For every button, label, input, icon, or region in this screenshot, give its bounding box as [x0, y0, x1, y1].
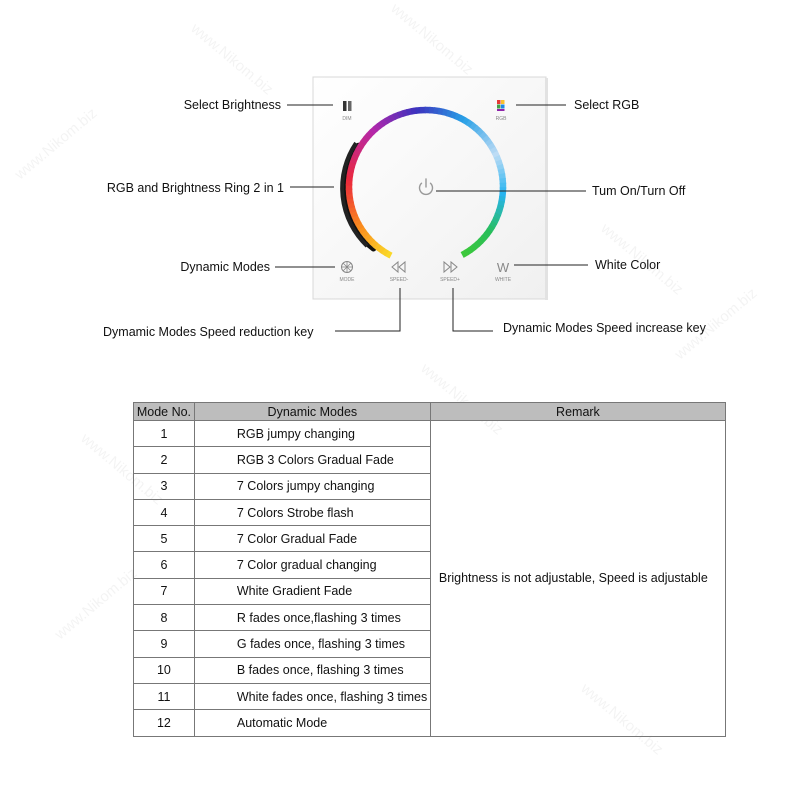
watermark [387, 0, 477, 78]
label-select-brightness: Select Brightness [183, 98, 281, 112]
dim-caption: DIM [342, 116, 352, 122]
mode-number: 12 [134, 710, 195, 736]
mode-name: B fades once, flashing 3 times [194, 657, 430, 683]
mode-name: 7 Colors jumpy changing [194, 473, 430, 499]
watermark [187, 19, 277, 98]
rgb-cell-yellow [501, 100, 505, 104]
mode-number: 9 [134, 631, 195, 657]
watermark [51, 565, 141, 644]
mode-number: 3 [134, 473, 195, 499]
mode-number: 10 [134, 657, 195, 683]
mode-name: RGB jumpy changing [194, 421, 430, 447]
table-row [134, 421, 726, 447]
mode-number: 11 [134, 683, 195, 709]
label-speed-up: Dynamic Modes Speed increase key [503, 321, 706, 335]
header-mode-no: Mode No. [134, 403, 195, 421]
label-select-rgb: Select RGB [574, 98, 640, 112]
rgb-cell-blue [501, 105, 505, 109]
rgb-caption: RGB [495, 116, 507, 122]
remark-cell: Brightness is not adjustable, Speed is adjustable [430, 421, 725, 737]
mode-caption: MODE [339, 277, 355, 283]
rgb-cell-red [497, 100, 501, 104]
ring-segment [462, 252, 467, 255]
control-panel [313, 77, 548, 300]
mode-name: G fades once, flashing 3 times [194, 631, 430, 657]
label-white-color: White Color [595, 258, 661, 272]
speed-plus-caption: SPEED+ [440, 277, 460, 283]
speed-minus-caption: SPEED- [389, 277, 409, 283]
watermark [11, 105, 101, 184]
mode-number: 6 [134, 552, 195, 578]
mode-name: R fades once,flashing 3 times [194, 605, 430, 631]
mode-number: 4 [134, 499, 195, 525]
dim-bar-right [348, 101, 352, 111]
label-ring: RGB and Brightness Ring 2 in 1 [106, 181, 284, 195]
mode-name: Automatic Mode [194, 710, 430, 736]
mode-name: White Gradient Fade [194, 578, 430, 604]
mode-number: 1 [134, 421, 195, 447]
label-dynamic-modes: Dynamic Modes [180, 260, 270, 274]
dim-bar-left [343, 101, 347, 111]
mode-number: 5 [134, 526, 195, 552]
mode-name: 7 Color gradual changing [194, 552, 430, 578]
rgb-cell-purple [497, 109, 505, 111]
rgb-cell-green [497, 105, 501, 109]
mode-name: 7 Color Gradual Fade [194, 526, 430, 552]
label-power: Tum On/Turn Off [592, 184, 686, 198]
white-caption: WHITE [494, 277, 512, 283]
mode-name: 7 Colors Strobe flash [194, 499, 430, 525]
header-dynamic-modes: Dynamic Modes [194, 403, 430, 421]
mode-number: 8 [134, 605, 195, 631]
mode-name: White fades once, flashing 3 times [194, 683, 430, 709]
panel-edge [545, 78, 548, 300]
mode-name: RGB 3 Colors Gradual Fade [194, 447, 430, 473]
header-remark: Remark [430, 403, 725, 421]
table-header-row [134, 403, 726, 421]
mode-number: 7 [134, 578, 195, 604]
white-letter: W [496, 260, 510, 275]
mode-number: 2 [134, 447, 195, 473]
modes-table [133, 402, 726, 737]
label-speed-down: Dymamic Modes Speed reduction key [103, 325, 314, 339]
